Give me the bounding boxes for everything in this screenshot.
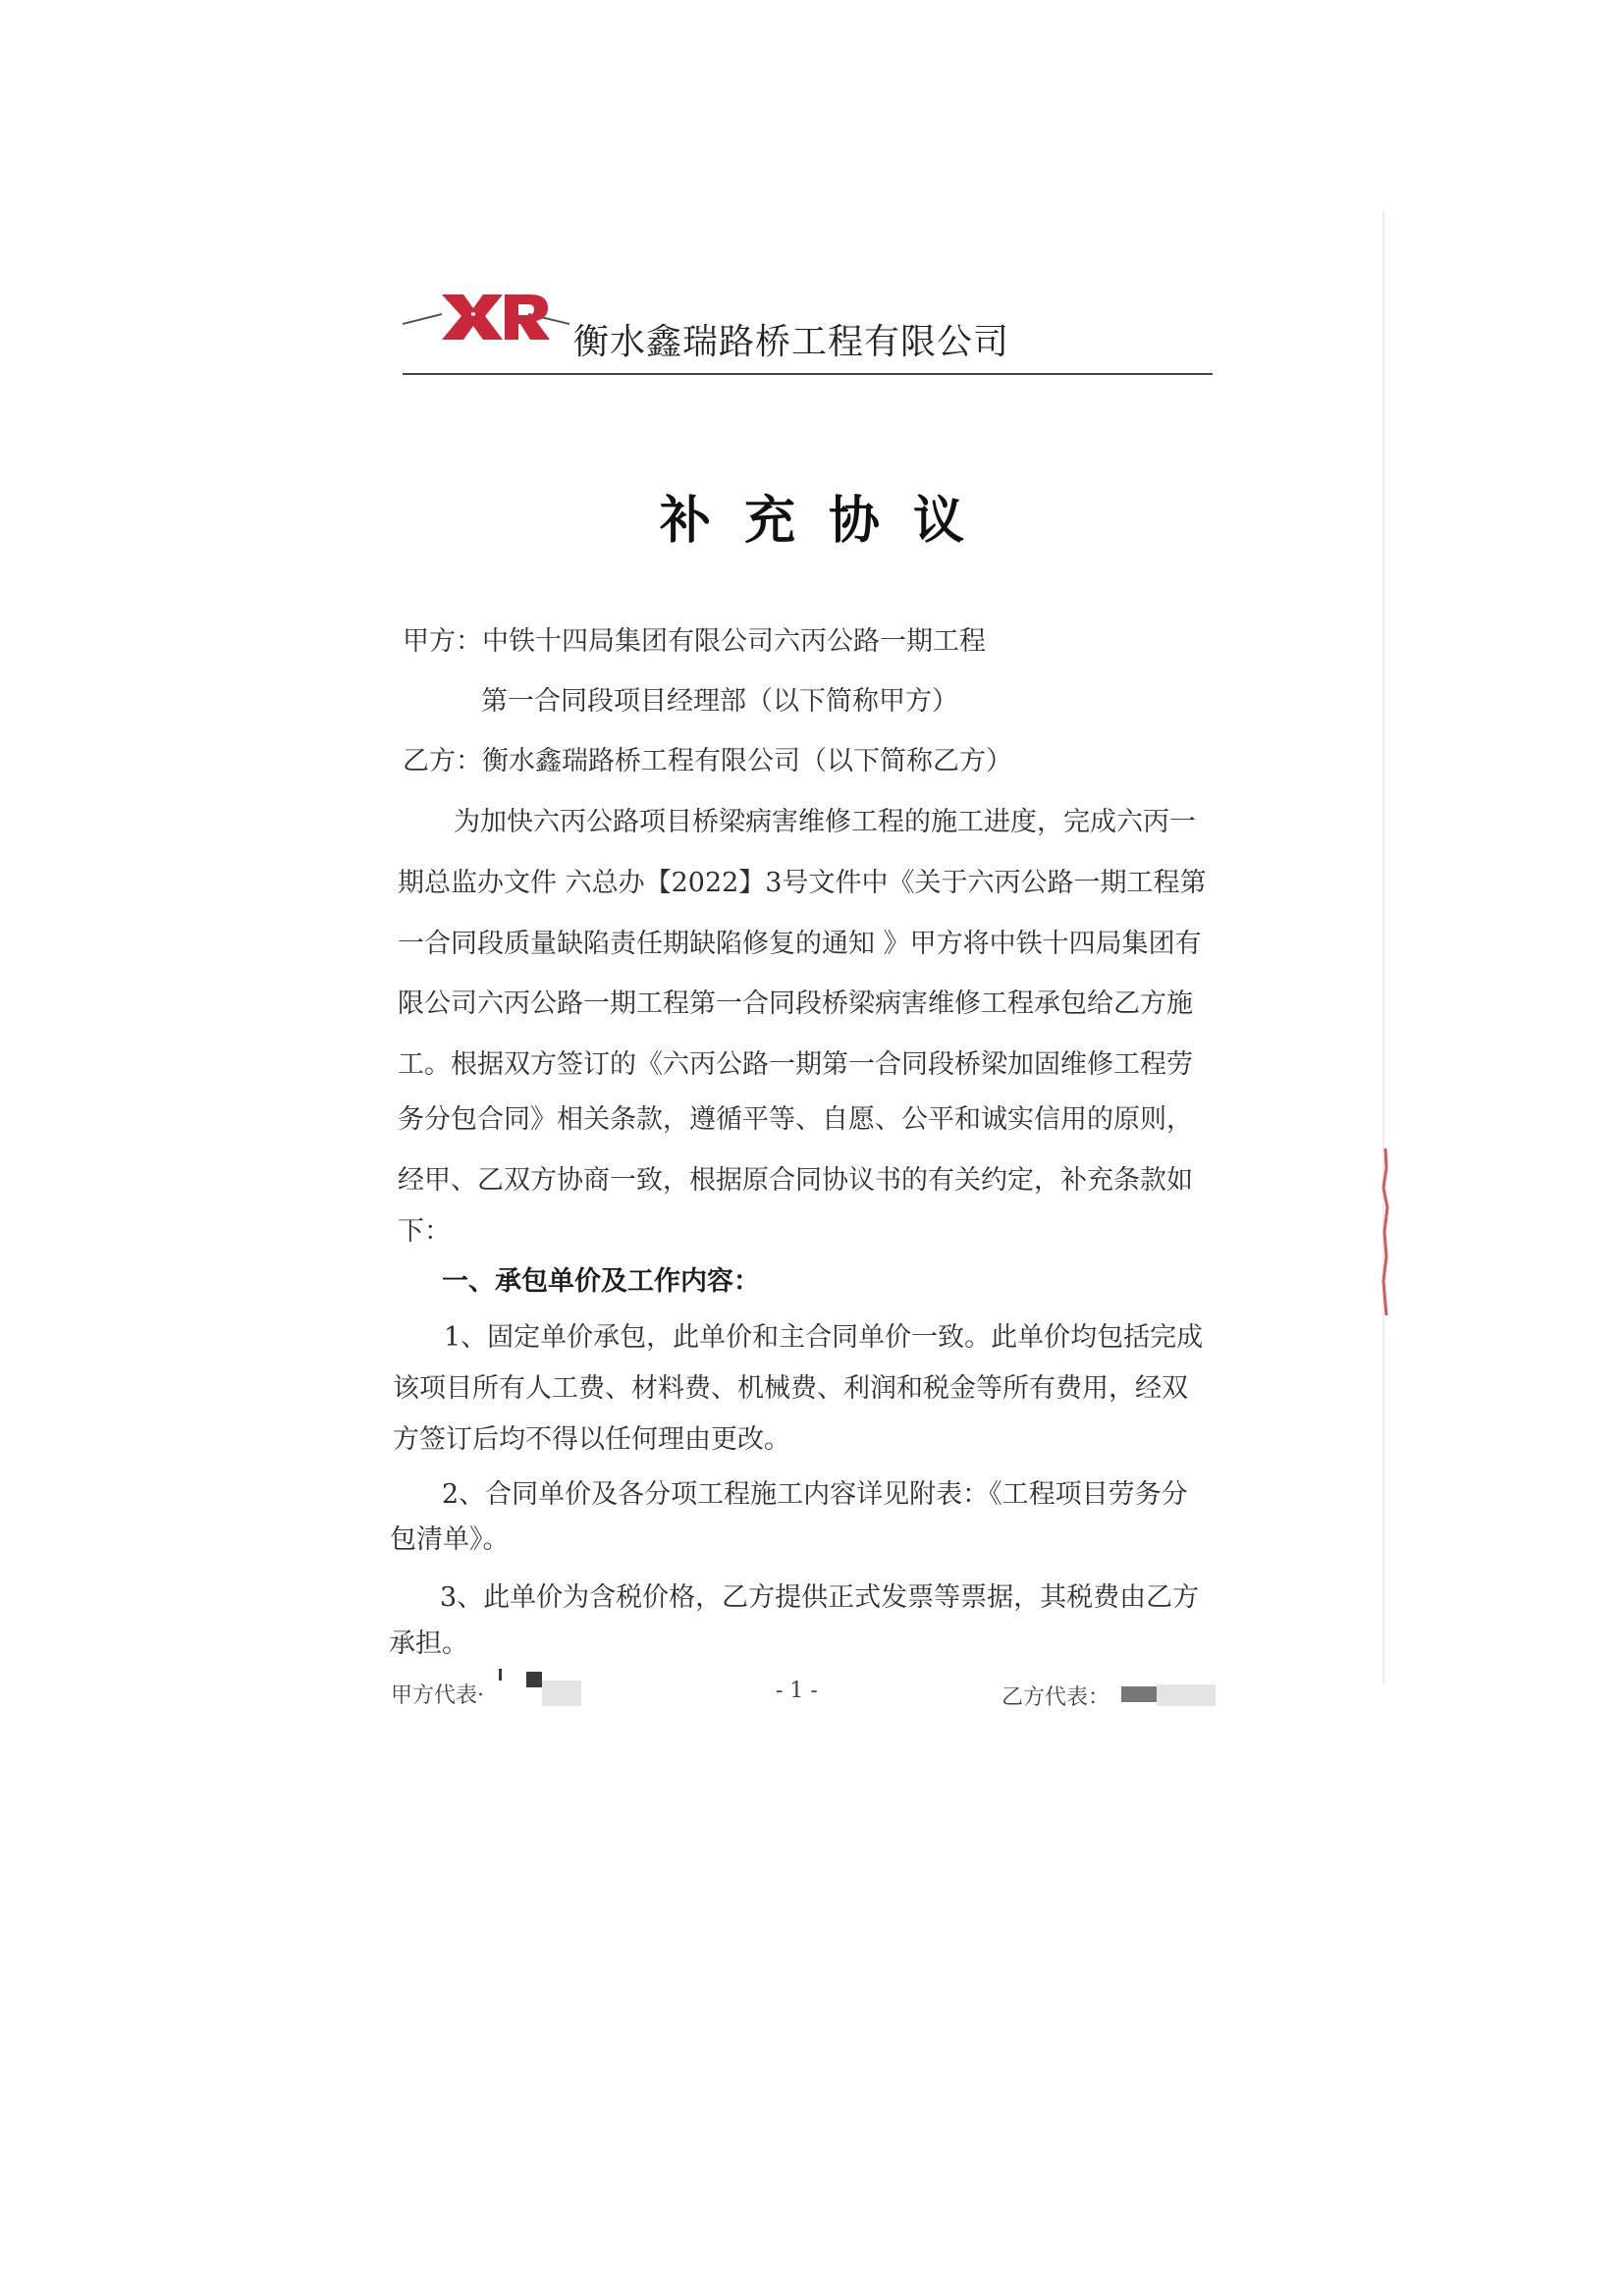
preamble-line: 为加快六丙公路项目桥梁病害维修工程的施工进度，完成六丙一 (454, 807, 1196, 837)
preamble-line: 一合同段质量缺陷责任期缺陷修复的通知 》甲方将中铁十四局集团有 (398, 929, 1202, 959)
clause-line: 承担。 (389, 1629, 468, 1659)
party-a-line-2: 第一合同段项目经理部（以下简称甲方） (481, 686, 958, 717)
preamble-line: 期总监办文件 六总办【2022】3号文件中《关于六丙公路一期工程第 (398, 868, 1207, 898)
stamp-fragment (1380, 1148, 1390, 1315)
redaction-blur (542, 1681, 581, 1706)
clause-line: 3、此单价为含税价格，乙方提供正式发票等票据，其税费由乙方 (440, 1582, 1200, 1613)
redacted-signature (1121, 1686, 1157, 1702)
redacted-signature (526, 1672, 542, 1687)
party-b-line-1: 乙方：衡水鑫瑞路桥工程有限公司（以下简称乙方） (403, 746, 1012, 776)
company-name: 衡水鑫瑞路桥工程有限公司 (573, 322, 1010, 362)
clause-line: 方签订后均不得以任何理由更改。 (393, 1424, 790, 1455)
preamble-line: 下： (398, 1216, 451, 1247)
clause-line: 2、合同单价及各分项工程施工内容详见附表：《工程项目劳务分 (442, 1479, 1188, 1510)
redaction-blur (1157, 1684, 1216, 1706)
scan-edge-line (1382, 211, 1384, 1683)
clause-line: 1、固定单价承包，此单价和主合同单价一致。此单价均包括完成 (444, 1322, 1204, 1353)
company-logo (403, 285, 569, 344)
party-b-representative-label: 乙方代表： (1001, 1685, 1110, 1710)
preamble-line: 工。根据双方签订的《六丙公路一期第一合同段桥梁加固维修工程劳 (398, 1049, 1193, 1080)
preamble-line: 经甲、乙双方协商一致，根据原合同协议书的有关约定，补充条款如 (398, 1165, 1193, 1196)
signature-mark (499, 1669, 502, 1681)
party-a-representative-label: 甲方代表· (391, 1683, 484, 1708)
preamble-line: 限公司六丙公路一期工程第一合同段桥梁病害维修工程承包给乙方施 (398, 988, 1193, 1019)
clause-line: 该项目所有人工费、材料费、机械费、利润和税金等所有费用，经双 (393, 1373, 1188, 1404)
clause-line: 包清单》。 (390, 1524, 510, 1555)
preamble-line: 务分包合同》相关条款，遵循平等、自愿、公平和诚实信用的原则， (398, 1104, 1193, 1135)
party-a-line-1: 甲方：中铁十四局集团有限公司六丙公路一期工程 (403, 626, 986, 657)
page-number: - 1 - (776, 1679, 818, 1703)
section-heading: 一、承包单价及工作内容： (442, 1266, 760, 1297)
document-title: 补充协议 (659, 491, 998, 551)
letterhead-rule (403, 373, 1213, 375)
